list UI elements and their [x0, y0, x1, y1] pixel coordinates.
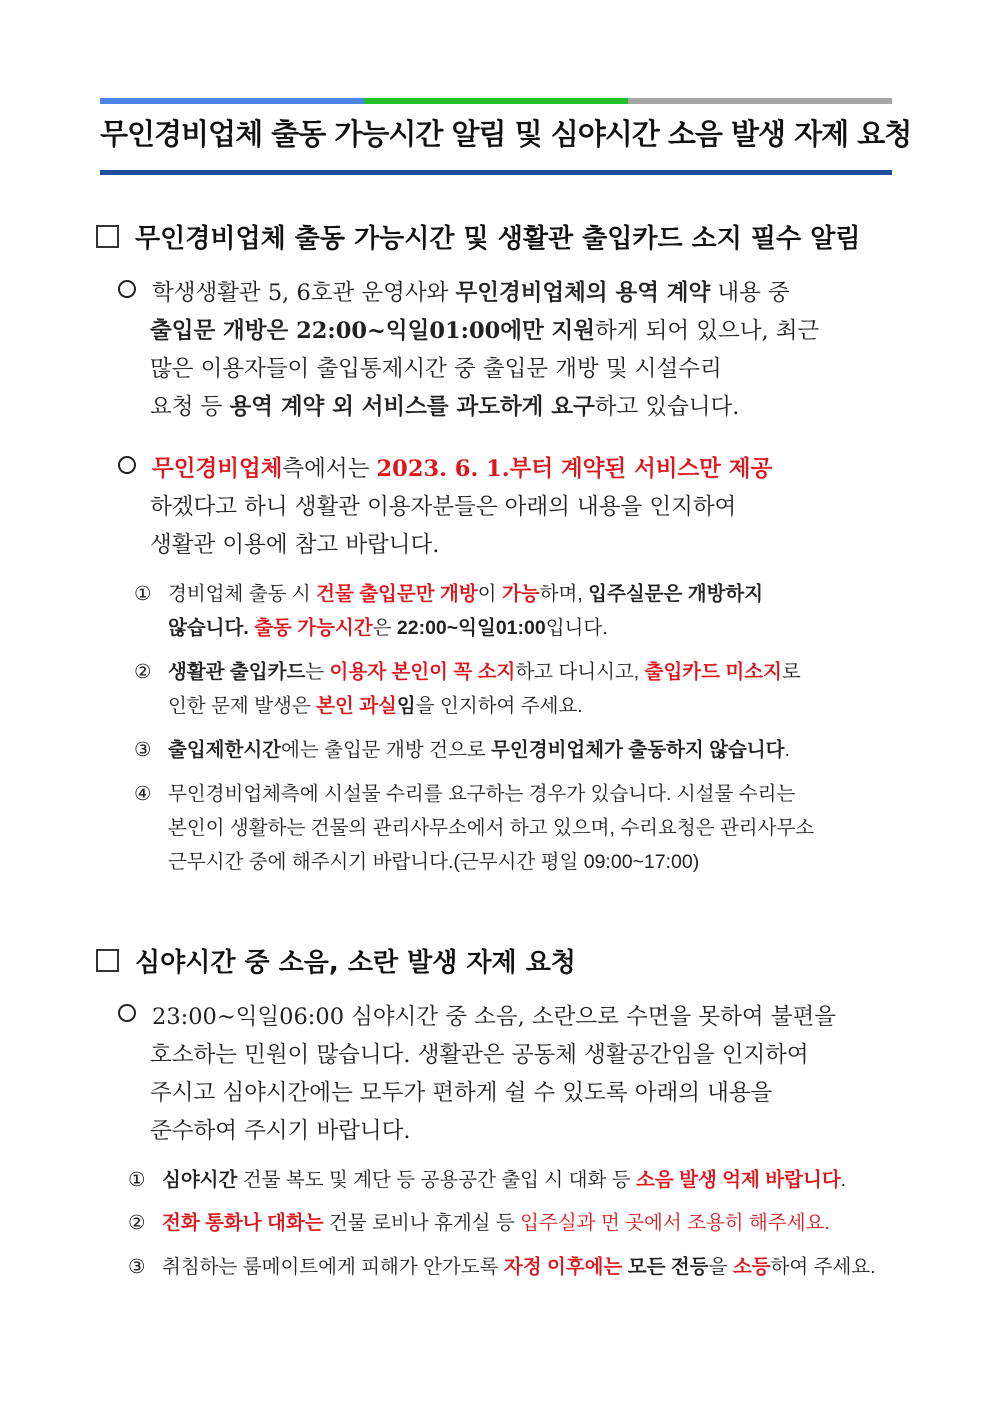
paragraph-line: [118, 1112, 894, 1150]
line-text: ③ 취침하는 룸메이트에게 피해가 안가도록 자정 이후에는 모든 전등을 소등하여 주세요.: [128, 1256, 876, 1278]
quiet-rule-item-2: [128, 1206, 890, 1240]
line-text: ① 심야시간 건물 복도 및 계단 등 공용공간 출입 시 대화 등 소음 발생 억제 바랍니다.: [128, 1169, 847, 1191]
notice-item-4: [134, 777, 896, 879]
line-text: ③ 출입제한시간에는 출입문 개방 건으로 무인경비업체가 출동하지 않습니다.: [134, 739, 790, 761]
item-line: [134, 811, 896, 845]
circle-bullet-icon: [118, 280, 136, 298]
item-line: [134, 655, 896, 689]
item-line: [134, 689, 896, 723]
title-top-rule: [100, 98, 892, 104]
quiet-rule-item-3: [128, 1250, 890, 1284]
line-text: 학생생활관 5, 6호관 운영사와 무인경비업체의 용역 계약 내용 중: [118, 274, 790, 312]
line-text: 23:00~익일06:00 심야시간 중 소음, 소란으로 수면을 못하여 불편을: [118, 998, 836, 1036]
line-text: 많은 이용자들이 출입통제시간 중 출입문 개방 및 시설수리: [150, 356, 722, 382]
line-text: 않습니다. 출동 가능시간은 22:00~익일01:00입니다.: [168, 617, 608, 639]
line-text: 인한 문제 발생은 본인 과실임을 인지하여 주세요.: [168, 695, 583, 717]
notice-item-1: [134, 577, 896, 645]
item-line: [134, 777, 896, 811]
item-line: [134, 845, 896, 879]
paragraph-line: [118, 526, 894, 564]
line-text: ② 생활관 출입카드는 이용자 본인이 꼭 소지하고 다니시고, 출입카드 미소지로: [134, 661, 801, 683]
paragraph-line: [118, 1036, 894, 1074]
paragraph-line: [118, 998, 894, 1036]
paragraph-line: [118, 450, 894, 488]
item-line: [134, 611, 896, 645]
rule-segment-green: [364, 98, 628, 104]
line-text: ① 경비업체 출동 시 건물 출입문만 개방이 가능하며, 입주실문은 개방하지: [134, 583, 764, 605]
item-line: [134, 733, 896, 767]
paragraph-line: [118, 350, 894, 388]
line-text: 무인경비업체측에서는 2023. 6. 1.부터 계약된 서비스만 제공: [118, 450, 772, 488]
circle-bullet-icon: [118, 1004, 136, 1022]
line-text: 생활관 이용에 참고 바랍니다.: [150, 532, 440, 558]
section-2-paragraph: [118, 998, 894, 1150]
line-text: 요청 등 용역 계약 외 서비스를 과도하게 요구하고 있습니다.: [150, 394, 740, 420]
paragraph-line: [118, 388, 894, 426]
circle-bullet-icon: [118, 456, 136, 474]
item-line: [134, 577, 896, 611]
rule-segment-blue: [100, 98, 364, 104]
line-text: 준수하여 주시기 바랍니다.: [150, 1118, 411, 1144]
paragraph-line: [118, 1074, 894, 1112]
line-text: 하겠다고 하니 생활관 이용자분들은 아래의 내용을 인지하여: [150, 494, 737, 520]
section-1-paragraph-2: [118, 450, 894, 564]
section-1-heading-text: 무인경비업체 출동 가능시간 및 생활관 출입카드 소지 필수 알림: [135, 224, 861, 254]
section-1-heading: [96, 218, 860, 255]
line-text: ② 전화 통화나 대화는 건물 로비나 휴게실 등 입주실과 먼 곳에서 조용히 해주세요.: [128, 1212, 830, 1234]
paragraph-line: [118, 274, 894, 312]
item-line: [128, 1250, 890, 1284]
line-text: 근무시간 중에 해주시기 바랍니다.(근무시간 평일 09:00~17:00): [168, 851, 700, 873]
paragraph-line: [118, 488, 894, 526]
item-line: [128, 1206, 890, 1240]
notice-item-3: [134, 733, 896, 767]
notice-item-2: [134, 655, 896, 723]
quiet-rule-item-1: [128, 1163, 890, 1197]
page-title: 무인경비업체 출동 가능시간 알림 및 심야시간 소음 발생 자제 요청: [100, 117, 912, 151]
checkbox-square-icon: [96, 949, 119, 972]
section-1-paragraph-1: [118, 274, 894, 426]
paragraph-line: [118, 312, 894, 350]
item-line: [128, 1163, 890, 1197]
title-bottom-rule: [100, 170, 892, 175]
rule-segment-gray: [628, 98, 892, 104]
line-text: 본인이 생활하는 건물의 관리사무소에서 하고 있으며, 수리요청은 관리사무소: [168, 817, 815, 839]
line-text: 출입문 개방은 22:00~익일01:00에만 지원하게 되어 있으나, 최근: [150, 318, 820, 344]
section-2-heading: [96, 942, 576, 979]
section-2-heading-text: 심야시간 중 소음, 소란 발생 자제 요청: [135, 948, 576, 978]
checkbox-square-icon: [96, 225, 119, 248]
line-text: 호소하는 민원이 많습니다. 생활관은 공동체 생활공간임을 인지하여: [150, 1042, 809, 1068]
line-text: 주시고 심야시간에는 모두가 편하게 쉴 수 있도록 아래의 내용을: [150, 1080, 773, 1106]
line-text: ④ 무인경비업체측에 시설물 수리를 요구하는 경우가 있습니다. 시설물 수리는: [134, 783, 796, 805]
